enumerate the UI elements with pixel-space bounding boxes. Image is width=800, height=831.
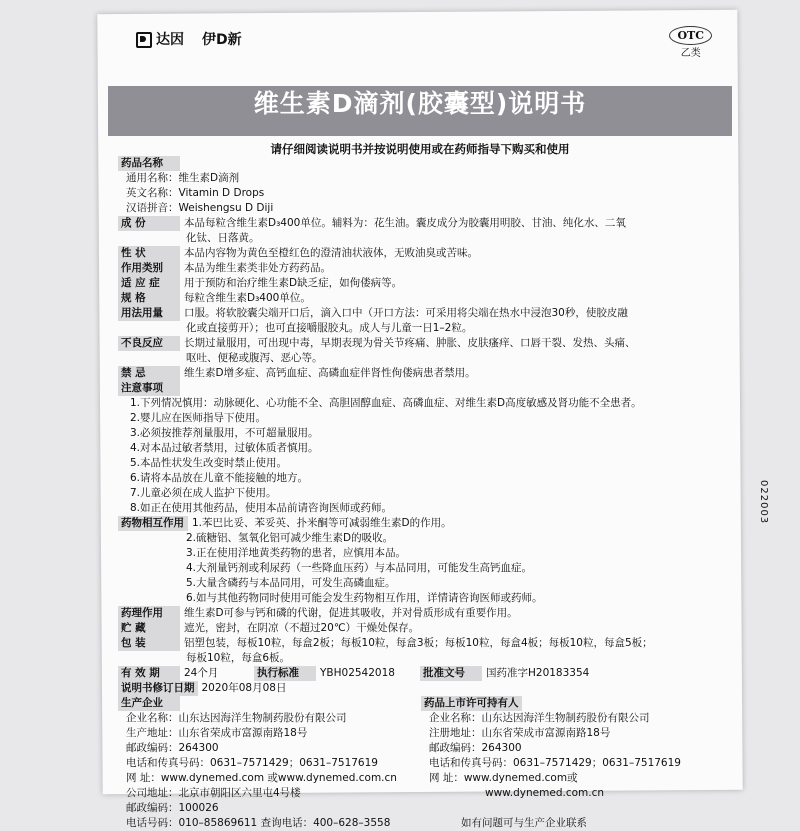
- package-row: 包 装 铝塑包装，每板10粒，每盒2板；每板10粒，每盒3板；每板10粒，每盒4板；每板10粒，每盒5板；: [118, 636, 724, 651]
- english-name: 英文名称：Vitamin D Drops: [126, 187, 265, 199]
- pinyin-name: 汉语拼音：Weishengsu D Diji: [126, 202, 274, 214]
- spec-row: 规 格 每粒含维生素D₃400单位。: [118, 291, 724, 306]
- usage-row: 用法用量 口服。将软胶囊尖端开口后，滴入口中（开口方法：可采用将尖端在热水中浸泡30秒，使胶皮融: [118, 306, 724, 321]
- manufacturer-block: 生产企业 企业名称：山东达因海洋生物制药股份有限公司 生产地址：山东省荣成市富源南路18号 邮政编码：264300 电话和传真号码：0631–7571429；0631–7517619 网 址：www.dynemed.com 或www.dynemed.com.cn 公司地址：北京市朝阳区六里屯4号楼 邮政编码：100026 电话号码：010–85869611 查询电话：400–628–3558: [118, 696, 421, 831]
- indication-row: 适 应 症 用于预防和治疗维生素D缺乏症，如佝偻病等。: [118, 276, 724, 291]
- generic-name: 通用名称：维生素D滴剂: [126, 172, 240, 184]
- interactions-row: 药物相互作用 1.苯巴比妥、苯妥英、扑米酮等可减弱维生素D的作用。: [118, 516, 724, 531]
- license-holder-block: 药品上市许可持有人 企业名称：山东达因海洋生物制药股份有限公司 注册地址：山东省荣成市富源南路18号 邮政编码：264300 电话和传真号码：0631–7571429；0631–7517619 网 址：www.dynemed.com或 www.dynemed.com.cn 如有问题可与生产企业联系: [421, 696, 724, 831]
- leaflet-body: 药品名称 通用名称：维生素D滴剂 英文名称：Vitamin D Drops 汉语拼音：Weishengsu D Diji 成 份 本品每粒含维生素D₃400单位。辅料为：花生油。囊皮成分为胶囊用明胶、甘油、纯化水、二氧 化钛、日落黄。 性 状 本品内容物为黄色至橙红色的澄清油状液体，无败油臭或苦味。 作用类别 本品为维生素类非处方药药品。 适 应 症 用于预防和治疗维生素D缺乏症，如佝偻病等。 规 格 每粒含维生素D₃400单位。 用法用量 口服。将软胶囊尖端开口后，滴入口中（开口方法：可采用将尖端在热水中浸泡30秒，使胶皮融 化或直接剪开）；也可直接嚼服胶丸。成人与儿童一日1–2粒。 不良反应 长期过量服用，可出现中毒，早期表现为骨关节疼痛、肿胀、皮肤瘙痒、口唇干裂、发热、头痛、 呕吐、便秘或腹泻、恶心等。 禁 忌 维生素D增多症、高钙血症、高磷血症伴肾性佝偻病患者禁用。 注意事项 1.下列情况慎用：动脉硬化、心功能不全、高胆固醇血症、高磷血症、对维生素D高度敏感及肾功能不全患者。 2.婴儿应在医师指导下使用。 3.必须按推荐剂量服用，不可超量服用。 4.对本品过敏者禁用，过敏体质者慎用。 5.本品性状发生改变时禁止使用。 6.请将本品放在儿童不能接触的地方。 7.儿童必须在成人监护下使用。 8.如正在使用其他药品，使用本品前请咨询医师或药师。 药物相互作用 1.苯巴比妥、苯妥英、扑米酮等可减弱维生素D的作用。 2.硫糖铝、氢氧化铝可减少维生素D的吸收。 3.正在使用洋地黄类药物的患者，应慎用本品。 4.大剂量钙剂或利尿药（一些降血压药）与本品同用，可能发生高钙血症。 5.大量含磷药与本品同用，可发生高磷血症。 6.如与其他药物同时使用可能会发生药物相互作用，详情请咨询医师或药师。 药理作用 维生素D可参与钙和磷的代谢，促进其吸收，并对骨质形成有重要作用。 贮 藏 遮光，密封，在阴凉（不超过20℃）干燥处保存。 包 装 铝塑包装，每板10粒，每盒2板；每板10粒，每盒3板；每板10粒，每盒4板；每板10粒，每盒5板； 每板10粒，每盒6板。 有 效 期 24个月 执行标准 YBH02542018 批准文号 国药准字H20183354 说明书修订日期 2020年08月08日 生产企业 企业名称：山东达因海洋生物制药股份有限公司 生产地址：山东省荣成市富源南路18号 邮政编码：264300 电话和传真号码：0631–7571429；0631–7517619 网 址：www.dynemed.com 或www.dynemed.com.cn 公司地址：北京市朝阳区六里屯4号楼 邮政编码：100026 电话号码：010–85869611 查询电话：400–628–3558 药品上市许可持有人 企业名称：山东达因海洋生物制药股份有限公司 注册地址：山东省荣成市富源南路18号 邮政编码：264300 电话和传真号码：0631–7571429；0631–7517619 网 址：www.dynemed.com或 www.dynemed.com.cn 如有问题可与生产企业联系: [118, 156, 724, 831]
- brand-mark-icon: [136, 32, 152, 48]
- character-row: 性 状 本品内容物为黄色至橙红色的澄清油状液体，无败油臭或苦味。: [118, 246, 724, 261]
- validity-row: 有 效 期 24个月 执行标准 YBH02542018 批准文号 国药准字H20183354: [118, 666, 724, 681]
- drug-leaflet: [108, 18, 769, 829]
- precautions-label: 注意事项: [118, 381, 180, 396]
- pharmacology-row: 药理作用 维生素D可参与钙和磷的代谢，促进其吸收，并对骨质形成有重要作用。: [118, 606, 724, 621]
- section-label: 药品名称: [118, 156, 180, 171]
- reading-notice: 请仔细阅读说明书并按说明使用或在药师指导下购买和使用: [270, 142, 570, 156]
- storage-row: 贮 藏 遮光，密封，在阴凉（不超过20℃）干燥处保存。: [118, 621, 724, 636]
- sub-brand-name: 伊D新: [202, 31, 242, 48]
- company-info: [118, 696, 724, 831]
- adverse-row: 不良反应 长期过量服用，可出现中毒，早期表现为骨关节疼痛、肿胀、皮肤瘙痒、口唇干裂、发热、头痛、: [118, 336, 724, 351]
- category-row: 作用类别 本品为维生素类非处方药药品。: [118, 261, 724, 276]
- brand-name: 达因: [156, 31, 184, 48]
- otc-badge: OTC 乙类: [669, 26, 712, 61]
- contraindication-row: 禁 忌 维生素D增多症、高钙血症、高磷血症伴肾性佝偻病患者禁用。: [118, 366, 724, 381]
- composition-row: 成 份 本品每粒含维生素D₃400单位。辅料为：花生油。囊皮成分为胶囊用明胶、甘油、纯化水、二氧: [118, 216, 724, 231]
- brand-logos: [136, 32, 242, 48]
- side-code: 022003: [758, 480, 769, 525]
- revision-row: 说明书修订日期 2020年08月08日: [118, 681, 724, 696]
- page-title: 维生素D滴剂(胶囊型)说明书: [253, 89, 587, 118]
